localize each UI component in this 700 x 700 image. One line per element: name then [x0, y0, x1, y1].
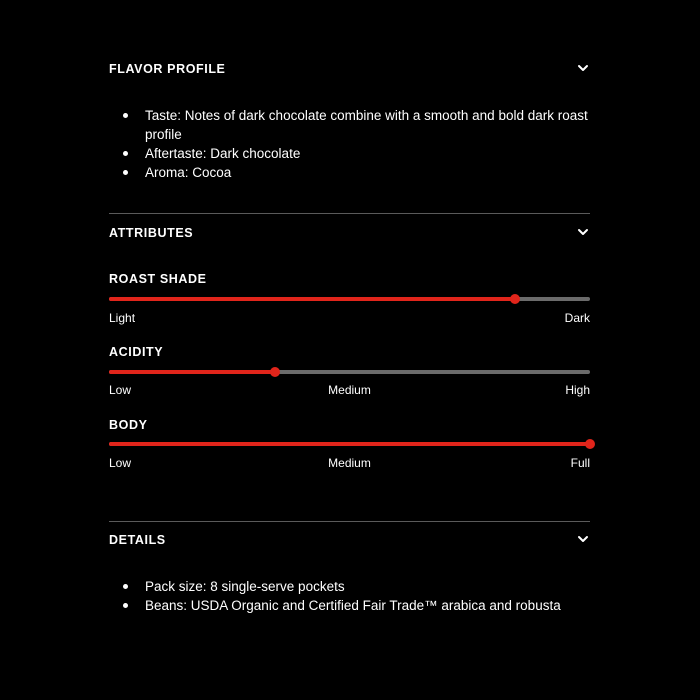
beans-text: Beans: USDA Organic and Certified Fair Trade™ arabica and robusta — [145, 598, 561, 613]
list-item — [109, 596, 590, 615]
acidity-label: ACIDITY — [109, 345, 164, 359]
acidity-scale-mid: Medium — [328, 383, 371, 397]
list-item — [109, 106, 590, 144]
body-meter — [109, 438, 590, 450]
acidity-scale — [109, 382, 590, 398]
bullet-icon — [123, 170, 128, 175]
roast-shade-scale-right: Dark — [564, 311, 590, 325]
divider — [109, 521, 590, 522]
acidity-scale-left: Low — [109, 383, 132, 397]
roast-shade-scale-left: Light — [109, 311, 136, 325]
acidity-meter — [109, 366, 590, 378]
body-scale-right: Full — [570, 456, 590, 470]
list-item — [109, 577, 590, 596]
body-marker — [585, 439, 595, 449]
flavor-profile-header[interactable] — [109, 59, 590, 79]
acidity-fill — [109, 370, 275, 374]
details-header[interactable] — [109, 530, 590, 550]
list-item — [109, 144, 590, 163]
aroma-text: Aroma: Cocoa — [145, 165, 232, 180]
bullet-icon — [123, 113, 128, 118]
body-scale-left: Low — [109, 456, 132, 470]
bullet-icon — [123, 151, 128, 156]
body-scale — [109, 455, 590, 471]
roast-shade-fill — [109, 297, 515, 301]
attributes-header[interactable] — [109, 223, 590, 243]
attributes-title: ATTRIBUTES — [109, 226, 194, 240]
body-label: BODY — [109, 418, 148, 432]
bullet-icon — [123, 603, 128, 608]
body-scale-mid: Medium — [328, 456, 371, 470]
pack-size-text: Pack size: 8 single-serve pockets — [145, 579, 345, 594]
body-fill — [109, 442, 590, 446]
details-title: DETAILS — [109, 533, 166, 547]
roast-shade-label: ROAST SHADE — [109, 272, 207, 286]
acidity-marker — [270, 367, 280, 377]
chevron-down-icon[interactable] — [576, 61, 590, 75]
bullet-icon — [123, 584, 128, 589]
roast-shade-scale — [109, 310, 590, 326]
details-list — [109, 577, 590, 615]
chevron-down-icon[interactable] — [576, 225, 590, 239]
flavor-profile-list — [109, 106, 590, 182]
aftertaste-text: Aftertaste: Dark chocolate — [145, 146, 301, 161]
chevron-down-icon[interactable] — [576, 532, 590, 546]
flavor-profile-title: FLAVOR PROFILE — [109, 62, 226, 76]
taste-text: Taste: Notes of dark chocolate combine with a smooth and bold dark roast profile — [145, 108, 588, 142]
divider — [109, 213, 590, 214]
roast-shade-meter — [109, 293, 590, 305]
roast-shade-marker — [510, 294, 520, 304]
list-item — [109, 163, 590, 182]
acidity-scale-right: High — [565, 383, 590, 397]
